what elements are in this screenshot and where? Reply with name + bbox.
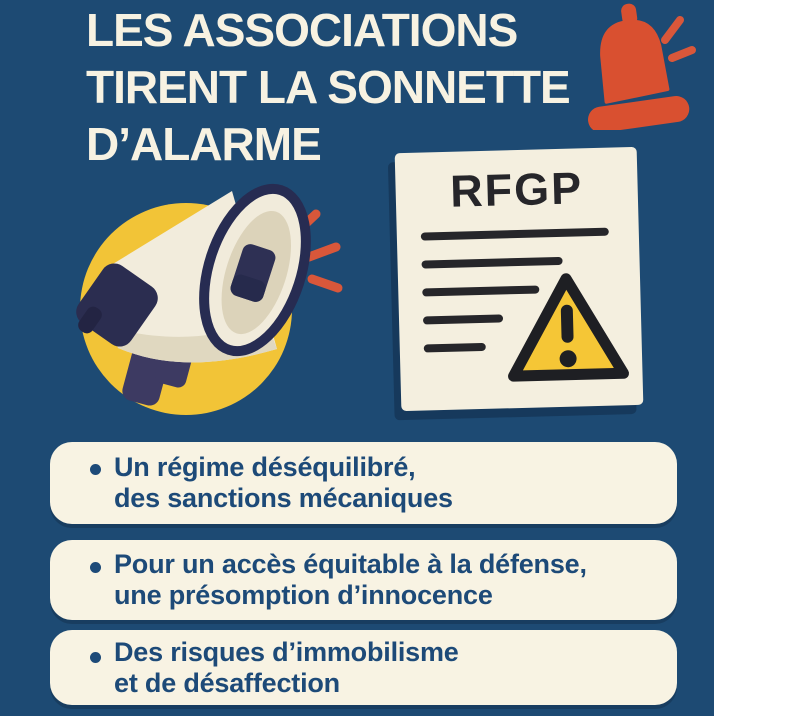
rfgp-document <box>395 147 644 411</box>
title-line-3: D’ALARME <box>86 118 321 170</box>
page-title <box>86 2 570 173</box>
megaphone-icon <box>60 180 360 432</box>
warning-triangle-icon <box>500 265 635 394</box>
bullet-dot-icon <box>90 652 101 663</box>
bullet-text <box>114 630 677 705</box>
title-line-1: LES ASSOCIATIONS <box>86 4 518 56</box>
bullet-card <box>50 442 677 524</box>
bullet-line: des sanctions mécaniques <box>114 483 453 513</box>
bullet-text <box>114 540 677 620</box>
bullet-line: et de désaffection <box>114 667 340 698</box>
bullet-line: Un régime déséquilibré, <box>114 452 416 482</box>
bullet-line: Des risques d’immobilisme <box>114 636 459 667</box>
bullet-dot-icon <box>90 464 101 475</box>
bullet-line: Pour un accès équitable à la défense, <box>114 549 587 579</box>
bullet-text <box>114 442 677 524</box>
document-line <box>424 343 486 353</box>
bullet-card <box>50 630 677 705</box>
bullet-line: une présomption d’innocence <box>114 580 493 610</box>
document-line <box>423 314 503 324</box>
document-title: RFGP <box>449 162 584 217</box>
bullet-dot-icon <box>90 562 101 573</box>
alarm-bell-icon <box>568 0 714 130</box>
bullet-card <box>50 540 677 620</box>
title-line-2: TIRENT LA SONNETTE <box>86 61 570 113</box>
document-line <box>421 228 609 241</box>
